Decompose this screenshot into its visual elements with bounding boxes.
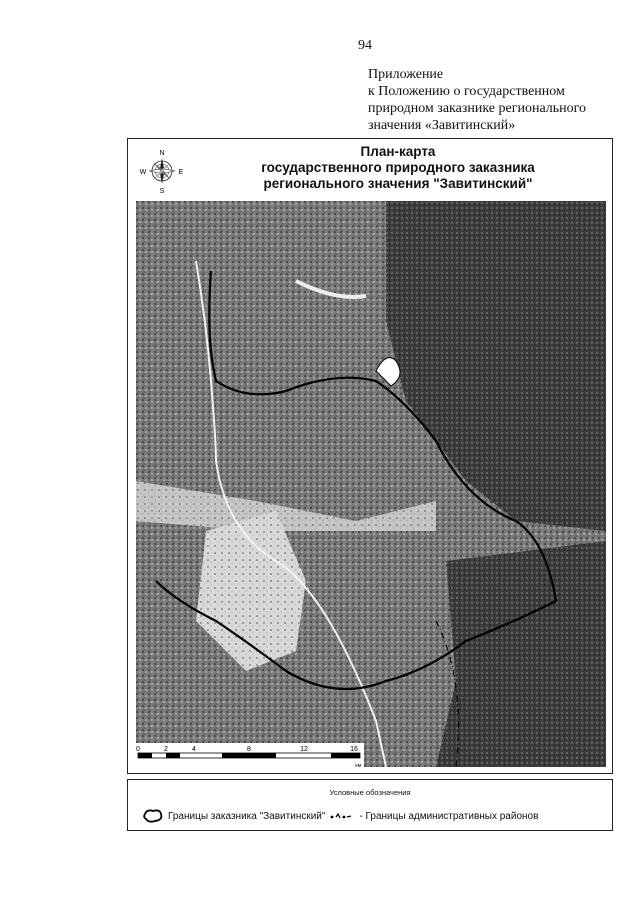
compass-south-label: S [159,188,165,195]
map-title-line: План-карта [360,144,436,159]
map-title-line: государственного природного заказника [261,160,535,175]
map-frame [127,138,613,774]
topographic-map-image [136,201,606,767]
district-boundary-icon [329,810,355,822]
legend-box [127,779,613,831]
compass-rose [137,145,187,195]
legend-label-reserve-boundary: Границы заказника "Завитинский" [168,810,326,822]
appendix-line: Приложение [368,67,444,82]
compass-east-label: E [178,169,184,176]
scale-tick-label: 4 [192,746,196,753]
map-title [198,144,598,192]
legend-label-district-boundary: - Границы административных районов [359,810,539,822]
page-number: 94 [358,38,372,53]
scale-tick-label: 2 [164,746,168,753]
appendix-line: природном заказнике регионального [368,101,587,116]
map-title-line: регионального значения "Завитинский" [263,176,533,191]
appendix-line: к Положению о государственном [368,84,565,99]
scale-tick-label: 12 [300,746,308,753]
appendix-caption [368,66,628,134]
scale-tick-label: 0 [136,746,140,753]
scale-tick-label: 8 [247,746,251,753]
compass-icon [137,145,187,195]
legend-title: Условные обозначения [329,788,411,797]
compass-north-label: N [159,150,165,157]
compass-west-label: W [139,169,147,176]
scale-bar [132,743,364,769]
scale-unit-label: км [355,763,361,769]
scale-tick-label: 16 [350,746,358,753]
legend-row [142,807,538,825]
reserve-boundary-icon [142,808,164,824]
appendix-line: значения «Завитинский» [368,118,516,133]
